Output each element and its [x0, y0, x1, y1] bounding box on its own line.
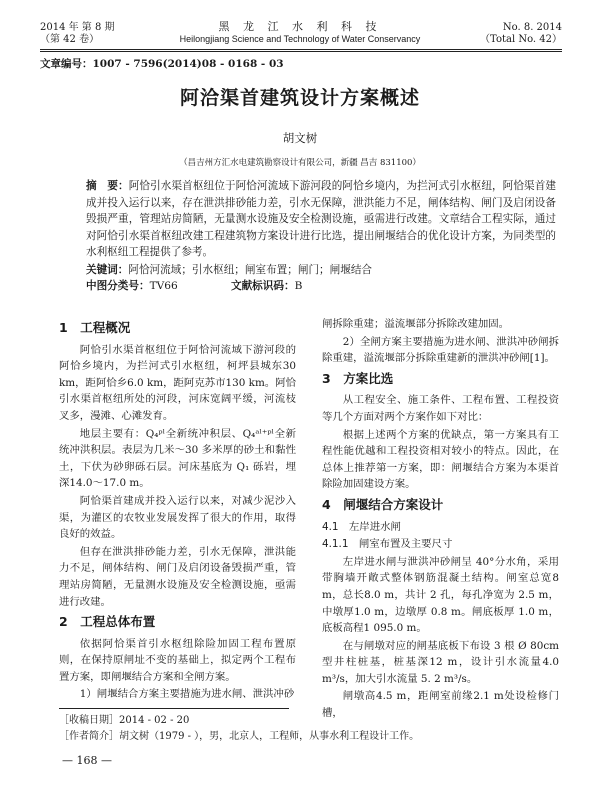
classification — [86, 278, 302, 293]
keywords — [86, 262, 556, 277]
section-2-title: 2 工程总体布置 — [59, 614, 156, 630]
journal-title-en: Heilongjiang Science and Technology of Water Conservancy — [179, 34, 421, 44]
doc-code-label: 文献标识码： — [231, 280, 295, 292]
header-number — [480, 22, 562, 46]
received-value: 2014 - 02 - 20 — [119, 715, 190, 726]
keywords-label: 关键词： — [86, 264, 129, 276]
received-date — [59, 714, 189, 728]
author-bio-label: ［作者简介］ — [59, 731, 119, 742]
abstract-text: 阿恰引水渠首枢纽位于阿恰河流域下游河段的阿恰乡境内，为拦河式引水枢纽，阿恰渠首建成并投入运行以来，存在泄洪排砂能力差，引水无保障，泄洪能力不足，闸体结构、闸门及启闭设备毁损严重，管理站房简陋，无量测水设施及安全检测设施，亟需进行改建。文章结合工程实际，通过对阿恰引水渠首枢纽改建工程建筑物方案设计进行比选，提出闸堰结合的优化设计方案，为同类型的水利枢纽工程提供了参考。 — [86, 180, 557, 258]
clc-label: 中图分类号： — [86, 280, 150, 292]
section-1-paragraph: 阿恰引水渠首枢纽位于阿恰河流域下游河段的阿恰乡境内，为拦河式引水枢纽，柯坪县城东30 km，距阿恰乡6.0 km，距阿克苏市130 km。阿恰引水渠首枢纽所处的河段，河床宽阔平缓，河流枝叉多，漫滩、心滩发育。 — [59, 343, 296, 422]
author-bio-text: 胡文树（1979 - ），男，北京人，工程师，从事水利工程设计工作。 — [119, 731, 420, 742]
section-3-title: 3 方案比选 — [322, 370, 394, 386]
section-2-paragraph: 1）闸堰结合方案主要措施为进水闸、泄洪冲砂 — [79, 688, 295, 701]
article-title: 阿洽渠首建筑设计方案概述 — [179, 87, 420, 109]
header-number-line1: No. 8. 2014 — [502, 22, 562, 33]
section-4-paragraph: 在与闸墩对应的闸基底板下布设 3 根 Ø 80cm型井柱桩基，桩基深12 m，设计引水流量4.0 m³/s，加大引水流量 5. 2 m³/s。 — [322, 639, 559, 685]
received-label: ［收稿日期］ — [59, 715, 119, 726]
section-4-paragraph: 左岸进水闸与泄洪冲砂闸呈 40°分水角，采用带胸墙开敞式整体钢筋混凝土结构。闸室总宽8 m，总长8.0 m，共计 2 孔，每孔净宽为 2.5 m，中墩厚1.0 m，边墩厚 0.8 m。闸底板厚 1.0 m，底板高程1 095.0 m。 — [322, 555, 559, 635]
subsection-4-1-1-title: 4.1.1 闸室布置及主要尺寸 — [322, 538, 453, 551]
keywords-text: 阿恰河流域；引水枢纽；闸室布置；闸门；闸堰结合 — [128, 264, 373, 276]
header-issue-line1: 2014 年 第 8 期 — [40, 22, 115, 33]
header-issue-line2: （第 42 卷） — [40, 34, 100, 45]
section-2-continued: 闸拆除重建；溢流堰部分拆除改建加固。 — [322, 318, 510, 330]
section-2-paragraph: 依据阿恰渠首引水枢纽除险加固工程布置原则，在保持原闸址不变的基础上，拟定两个工程布置方案，即闸堰结合方案和全闸方案。 — [59, 637, 296, 683]
abstract — [86, 178, 556, 261]
section-1-paragraph: 阿恰渠首建成并投入运行以来，对减少泥沙入渠，为灌区的农牧业发展发挥了很大的作用，取得良好的效益。 — [59, 494, 296, 541]
section-2-paragraph: 2）全闸方案主要措施为进水闸、泄洪冲砂闸拆除重建，溢流堰部分拆除重建新的泄洪冲砂闸[1]。 — [322, 335, 559, 365]
header-rule-bottom — [40, 51, 562, 52]
footnote-rule — [59, 708, 289, 709]
header-rule-top — [40, 49, 562, 50]
section-1-title: 1 工程概况 — [59, 320, 131, 335]
section-4-paragraph: 闸墩高4.5 m，距闸室前缘2.1 m处设检修门槽， — [322, 690, 559, 720]
section-3-paragraph: 根据上述两个方案的优缺点，第一方案具有工程性能优越和工程投资相对较小的特点。因此，在总体上推荐第一方案，即：闸堰结合方案为本渠首除险加固建设方案。 — [322, 428, 559, 491]
doc-code: B — [294, 280, 303, 292]
clc-code: TV66 — [149, 280, 178, 292]
article-number: 文章编号：1007 - 7596(2014)08 - 0168 - 03 — [40, 58, 284, 70]
section-3-paragraph: 从工程安全、施工条件、工程布置、工程投资等几个方面对两个方案作如下对比： — [322, 394, 559, 423]
right-column — [322, 316, 559, 723]
author: 胡文树 — [282, 131, 318, 145]
affiliation: （昌吉州方汇水电建筑勘察设计有限公司，新疆 昌吉 831100） — [179, 158, 421, 168]
section-1-paragraph: 但存在泄洪排砂能力差，引水无保障，泄洪能力不足，闸体结构、闸门及启闭设备毁损严重，管理站房简陋，无量测水设施及安全检测设施，亟需进行改建。 — [59, 545, 296, 608]
header-number-line2: （Total No. 42） — [480, 34, 562, 45]
subsection-4-1-title: 4.1 左岸进水闸 — [322, 520, 401, 533]
abstract-label: 摘 要： — [86, 180, 129, 192]
section-4-title: 4 闸堰结合方案设计 — [322, 496, 444, 512]
page-number: — 168 — — [62, 754, 112, 767]
left-column — [59, 316, 296, 704]
journal-title-cn: 黑 龙 江 水 利 科 技 — [218, 20, 382, 33]
section-1-paragraph: 地层主要有：Q₄ᵖˡ全新统冲积层、Q₄ᵃˡ⁺ᵖˡ全新统冲洪积层。表层为几米～30 多米厚的砂土和黏性土，下伏为砂卵砾石层。河床基底为 Q₁ 砾岩，埋深14.0～17.0 m。 — [59, 427, 296, 490]
author-bio — [59, 730, 419, 744]
